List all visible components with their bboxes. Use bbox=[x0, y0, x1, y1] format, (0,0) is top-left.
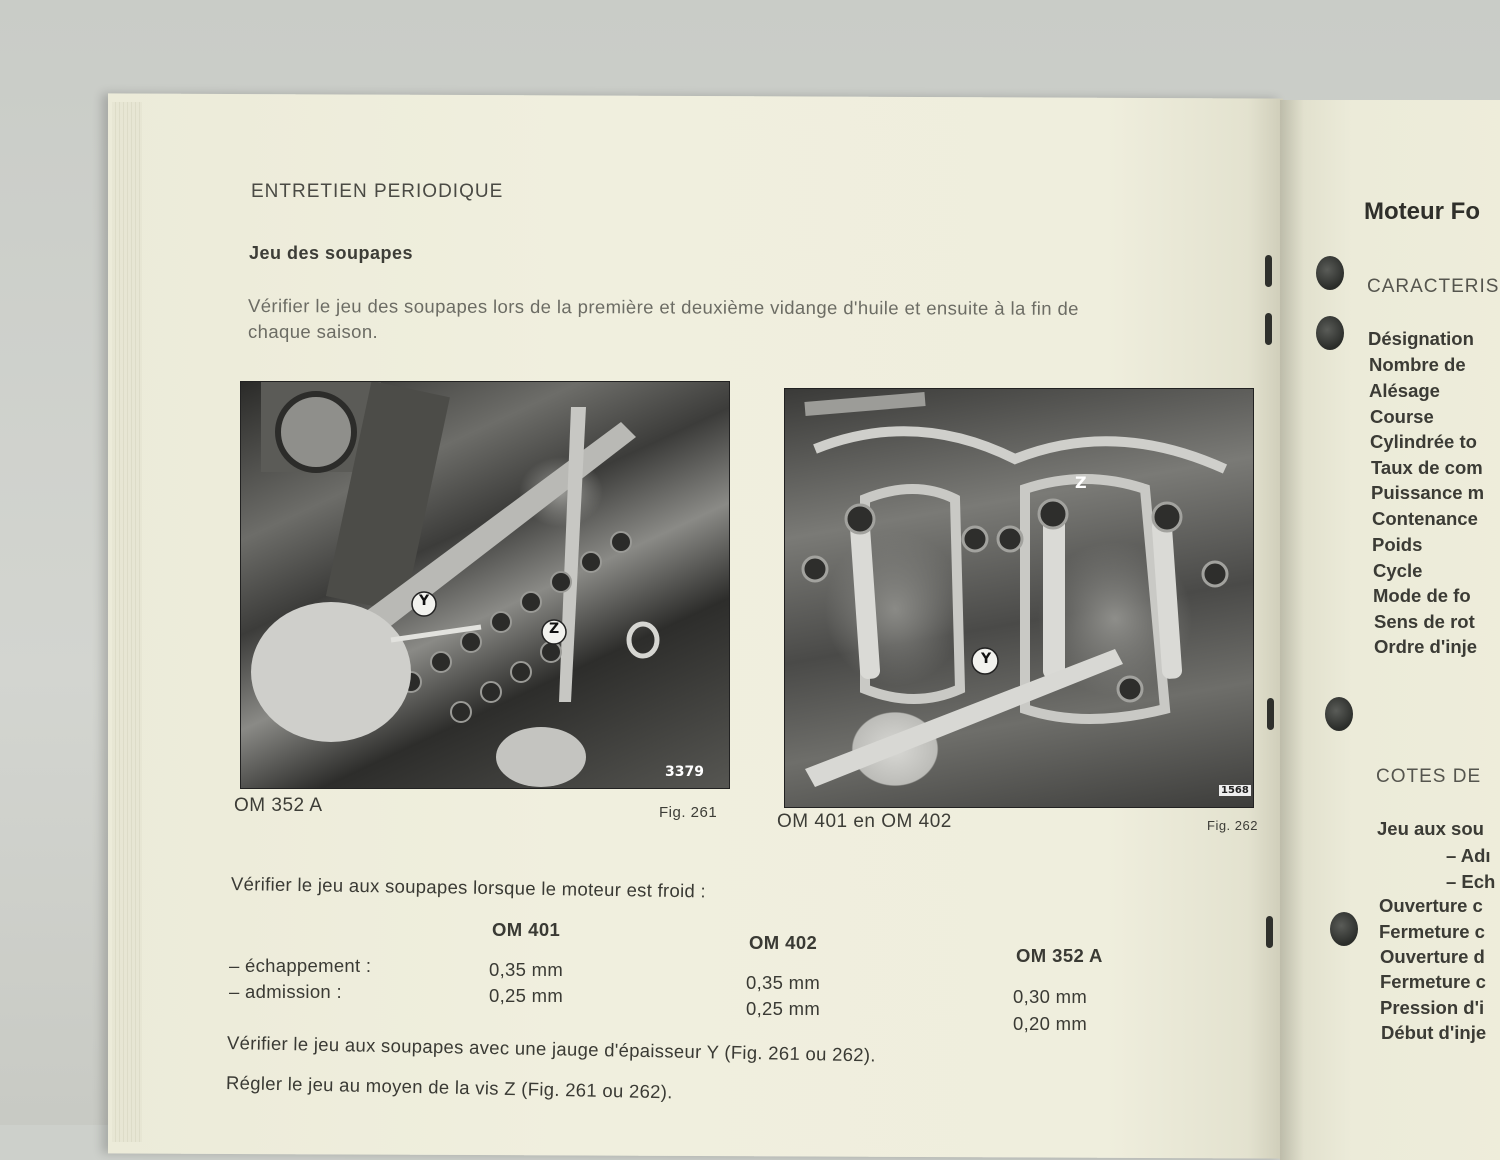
punch-hole bbox=[1316, 256, 1344, 290]
figure-262-label: Fig. 262 bbox=[1207, 818, 1258, 833]
value-om352a-exhaust: 0,30 mm bbox=[1013, 986, 1088, 1007]
spec-label: Taux de com bbox=[1371, 457, 1483, 478]
value-om402-exhaust: 0,35 mm bbox=[746, 972, 821, 993]
value-om352a-intake: 0,20 mm bbox=[1013, 1013, 1088, 1034]
check-gauge-text: Vérifier le jeu aux soupapes avec une jauge d'épaisseur Y (Fig. 261 ou 262). bbox=[226, 1032, 876, 1066]
binding-ring bbox=[1266, 916, 1273, 948]
cote-label: Ouverture d bbox=[1380, 946, 1485, 967]
callout-y: Y bbox=[419, 593, 430, 609]
value-om401-exhaust: 0,35 mm bbox=[489, 959, 564, 980]
cote-label: Pression d'i bbox=[1380, 997, 1485, 1018]
spec-label: Désignation bbox=[1368, 328, 1474, 349]
section-title: Jeu des soupapes bbox=[249, 243, 414, 263]
binding-ring bbox=[1265, 313, 1272, 345]
col-header-om352a: OM 352 A bbox=[1016, 945, 1103, 966]
figure-262-photo bbox=[784, 388, 1254, 808]
spec-label: Puissance m bbox=[1371, 482, 1485, 503]
right-page-title: Moteur Fo bbox=[1364, 198, 1480, 225]
spec-label: Course bbox=[1370, 406, 1434, 427]
cote-label: Ouverture c bbox=[1379, 895, 1483, 916]
figure-261-caption: OM 352 A bbox=[234, 795, 323, 816]
spec-label: Cycle bbox=[1373, 560, 1423, 581]
punch-hole bbox=[1316, 316, 1344, 350]
cote-label: – Ech bbox=[1446, 871, 1496, 892]
callout-z: Z bbox=[1075, 473, 1087, 492]
cote-label: Fermeture c bbox=[1379, 921, 1485, 942]
spec-label: Nombre de bbox=[1369, 354, 1466, 375]
spec-label: Alésage bbox=[1369, 380, 1440, 401]
cote-label: Fermeture c bbox=[1380, 971, 1486, 992]
figure-261-photo bbox=[240, 381, 730, 789]
spec-label: Mode de fo bbox=[1373, 585, 1471, 606]
punch-hole bbox=[1325, 697, 1353, 731]
photo-number: 3379 bbox=[665, 764, 704, 780]
intro-line-2: chaque saison. bbox=[248, 321, 379, 342]
callout-y: Y bbox=[981, 651, 992, 667]
value-om402-intake: 0,25 mm bbox=[746, 998, 821, 1019]
spec-label: Cylindrée to bbox=[1370, 431, 1477, 452]
page-stack-edge bbox=[112, 102, 142, 1142]
spec-label: Sens de rot bbox=[1374, 611, 1475, 632]
page-header: ENTRETIEN PERIODIQUE bbox=[251, 181, 504, 202]
binding-ring bbox=[1267, 698, 1274, 730]
col-header-om402: OM 402 bbox=[749, 932, 818, 953]
cote-label: Jeu aux sou bbox=[1377, 818, 1484, 839]
callout-z: Z bbox=[549, 621, 560, 637]
figure-262-caption: OM 401 en OM 402 bbox=[777, 811, 952, 832]
punch-hole bbox=[1330, 912, 1358, 946]
spec-label: Contenance bbox=[1372, 508, 1478, 529]
right-section-caracteristiques: CARACTERIS bbox=[1367, 276, 1500, 297]
row-label-exhaust: – échappement : bbox=[229, 955, 372, 976]
spec-label: Ordre d'inje bbox=[1374, 636, 1478, 657]
adjust-text: Régler le jeu au moyen de la vis Z (Fig. 261 ou 262). bbox=[225, 1072, 673, 1103]
binding-ring bbox=[1265, 255, 1272, 287]
spec-label: Poids bbox=[1372, 534, 1423, 555]
check-intro: Vérifier le jeu aux soupapes lorsque le moteur est froid : bbox=[230, 873, 707, 902]
value-om401-intake: 0,25 mm bbox=[489, 985, 564, 1006]
cote-label: Début d'inje bbox=[1381, 1022, 1487, 1043]
photo-number: 1568 bbox=[1221, 785, 1249, 796]
intro-line-1: Vérifier le jeu des soupapes lors de la première et deuxième vidange d'huile et ensuite à la fin de bbox=[247, 295, 1079, 319]
col-header-om401: OM 401 bbox=[492, 919, 561, 940]
right-section-cotes: COTES DE bbox=[1376, 766, 1482, 787]
cote-label: – Adı bbox=[1446, 845, 1491, 866]
figure-261-label: Fig. 261 bbox=[659, 804, 718, 821]
row-label-intake: – admission : bbox=[229, 981, 342, 1002]
